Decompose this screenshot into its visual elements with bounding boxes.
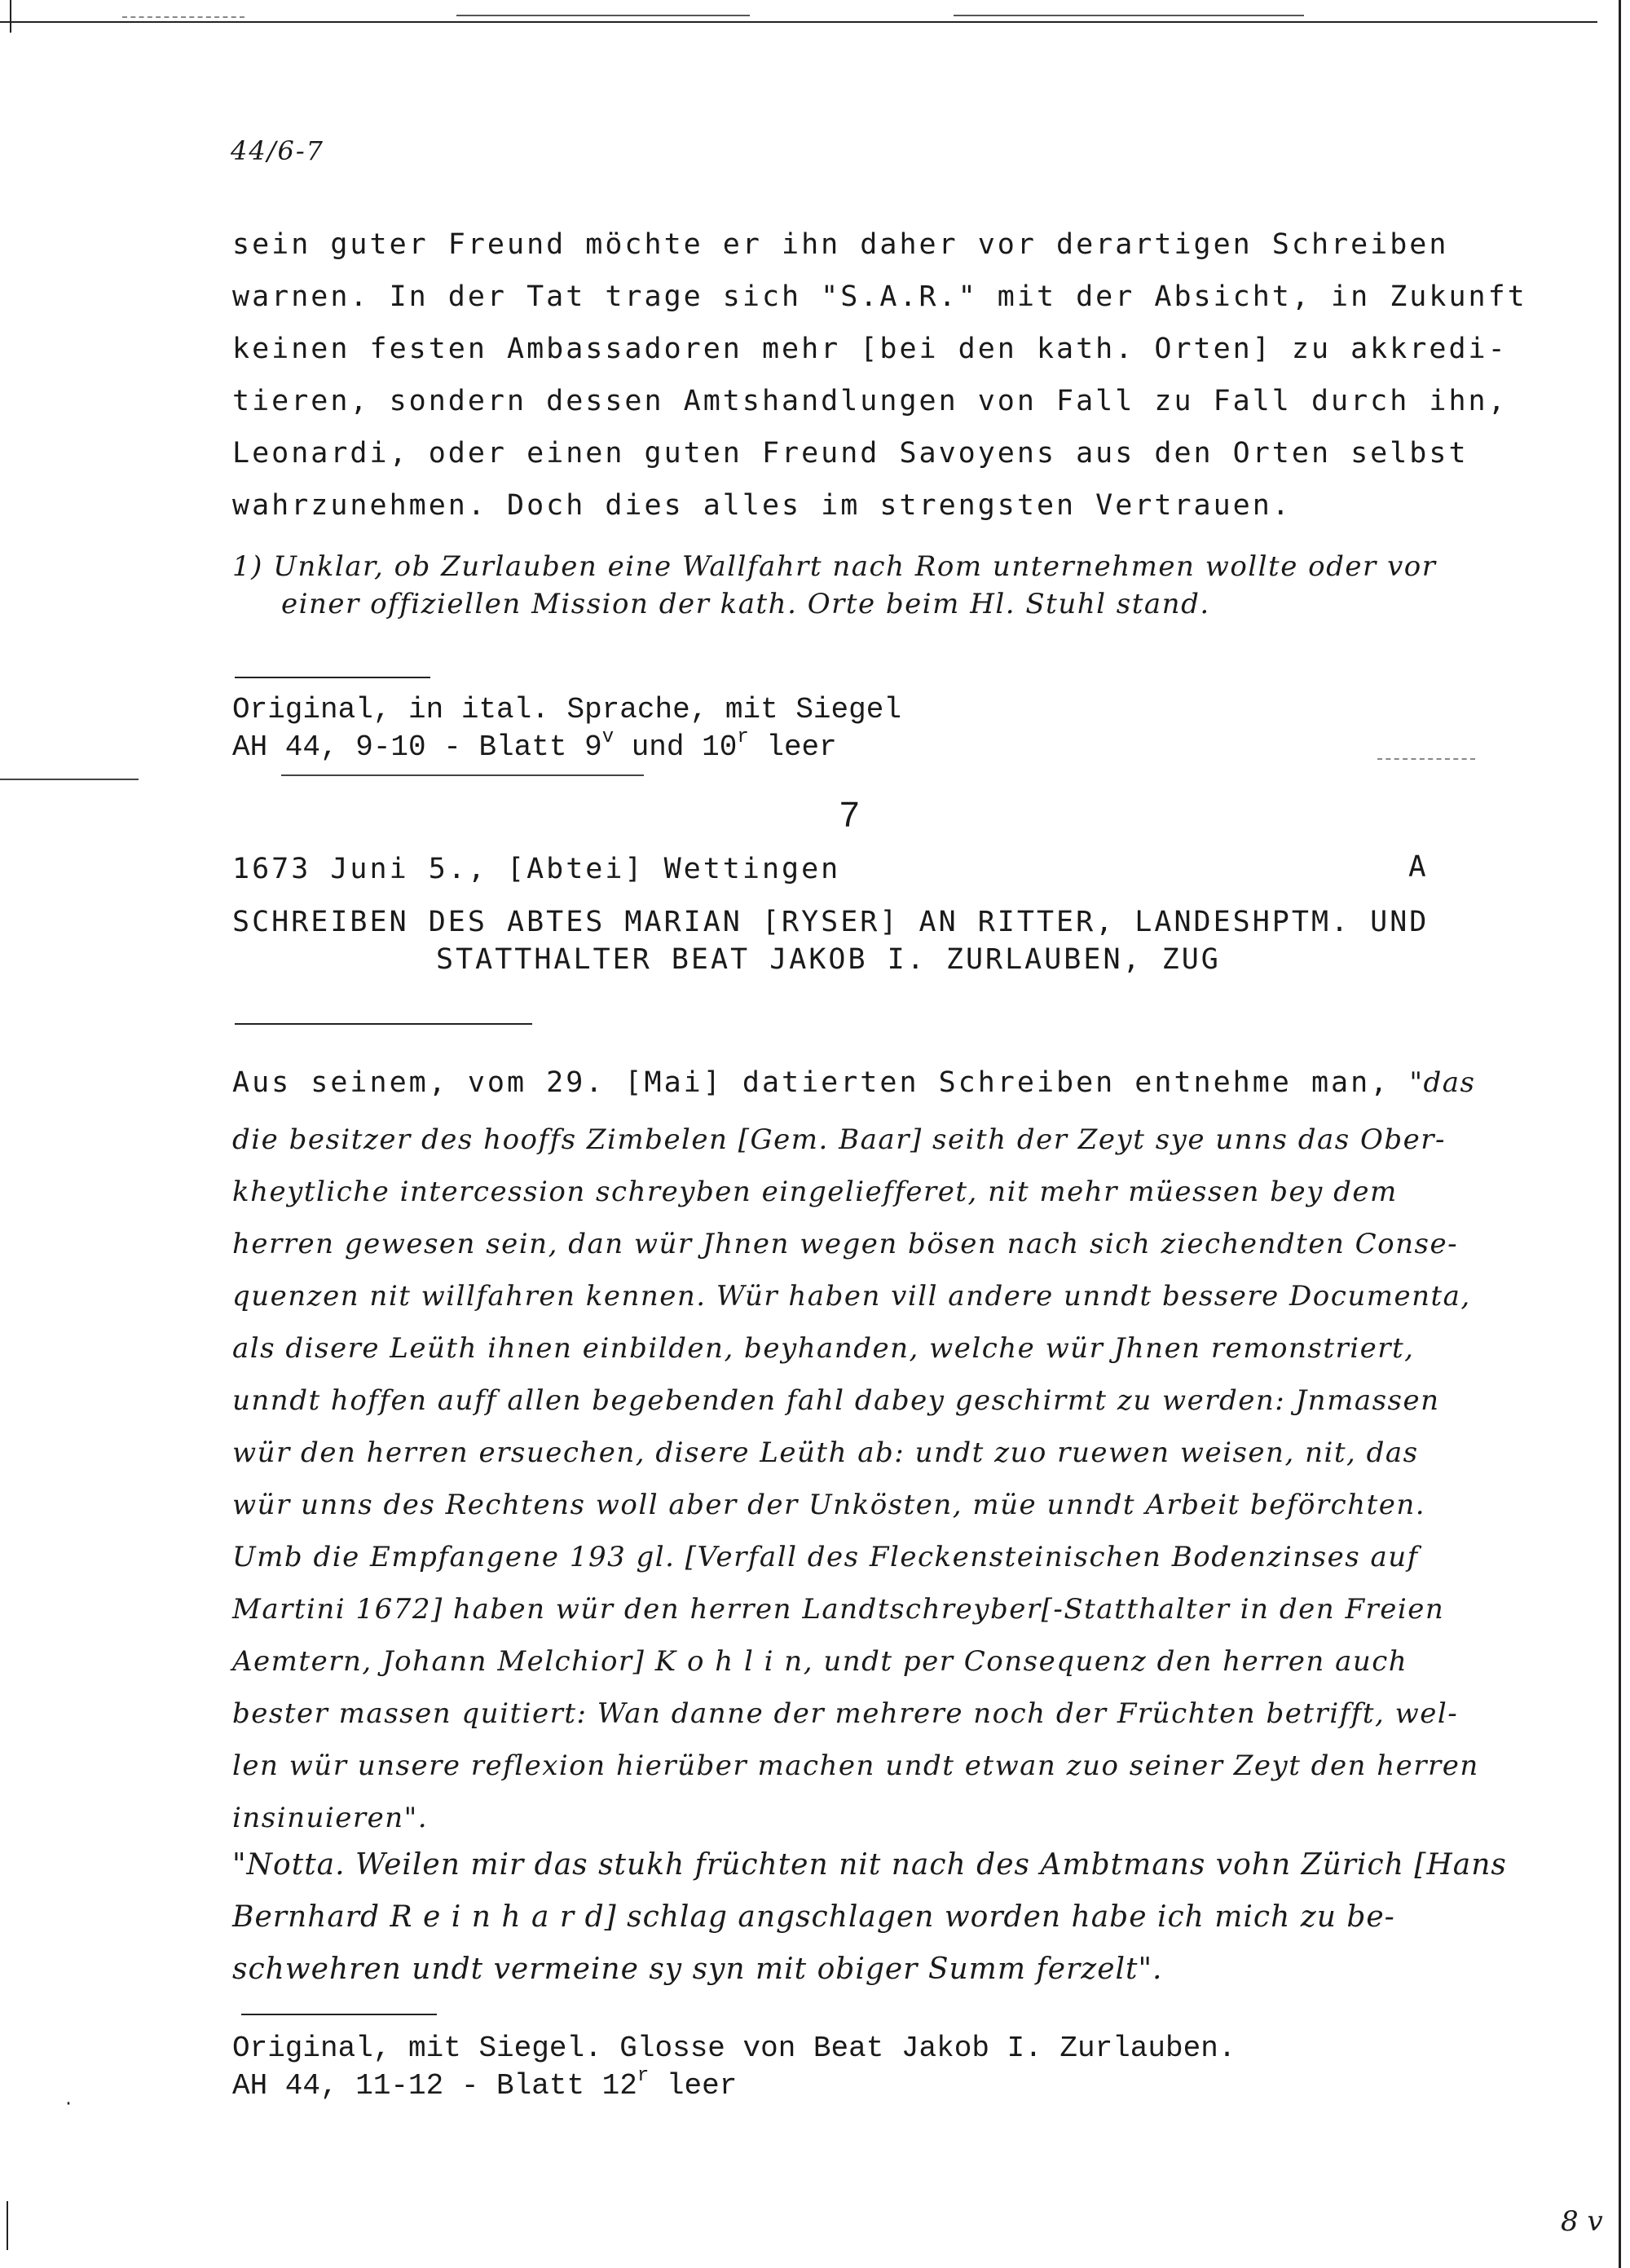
body-line: Martini 1672] haben wür den herren Landtschreyber[-Statthalter in den Freien	[232, 1593, 1445, 1626]
scan-frame-right	[1619, 0, 1621, 2268]
separator-rule	[235, 1023, 532, 1025]
dateline-text: 1673 Juni 5., [Abtei] Wettingen	[232, 853, 841, 885]
footnote	[232, 548, 1504, 623]
dateline	[232, 850, 1504, 888]
scan-frame-left	[10, 0, 11, 33]
nota-line: "Notta. Weilen mir das stukh früchten nit nach des Ambtmans vohn Zürich [Hans	[232, 1848, 1507, 1882]
scan-artifact: ·	[64, 2094, 74, 2113]
body-line: wür unns des Rechtens woll aber der Unkösten, müe unndt Arbeit beförchten.	[232, 1489, 1426, 1521]
scan-artifact	[122, 16, 244, 18]
page-corner-mark: 8 v	[1561, 2205, 1603, 2238]
body-line: wür den herren ersuechen, disere Leüth ab: undt zuo ruewen weisen, nit, das	[232, 1436, 1419, 1469]
letter-body	[232, 1057, 1504, 1844]
body-line: bester massen quitiert: Wan danne der mehrere noch der Früchten betrifft, wel-	[232, 1697, 1459, 1730]
heading-line: SCHREIBEN DES ABTES MARIAN [RYSER] AN RITTER, LANDESHPTM. UND	[232, 906, 1430, 938]
scan-frame-left-bottom	[7, 2201, 8, 2250]
source-note-1	[232, 691, 1504, 770]
source-line: Original, mit Siegel. Glosse von Beat Jakob I. Zurlauben.	[232, 2032, 1236, 2065]
text-line: wahrzunehmen. Doch dies alles im strengsten Vertrauen.	[232, 489, 1292, 522]
scan-artifact	[456, 15, 750, 16]
heading-line: STATTHALTER BEAT JAKOB I. ZURLAUBEN, ZUG	[436, 943, 1221, 976]
text-line: sein guter Freund möchte er ihn daher vor derartigen Schreiben	[232, 228, 1449, 261]
dateline-tag: A	[1408, 850, 1429, 884]
body-line: herren gewesen sein, dan wür Jhnen wegen bösen nach sich ziechendten Conse-	[232, 1228, 1459, 1260]
separator-rule	[281, 774, 644, 776]
source-note-2	[232, 2030, 1504, 2108]
page-reference: 44/6-7	[231, 135, 325, 166]
scan-artifact	[954, 15, 1304, 16]
separator-rule	[235, 677, 430, 678]
body-line: Aus seinem, vom 29. [Mai] datierten Schreiben entnehme man, "das	[232, 1066, 1476, 1099]
body-line: insinuieren".	[232, 1802, 429, 1834]
body-line: als disere Leüth ihnen einbilden, beyhanden, welche wür Jhnen remonstriert,	[232, 1332, 1415, 1365]
document-number: 7	[839, 795, 860, 835]
nota-line: Bernhard R e i n h a r d] schlag angschlagen worden habe ich mich zu be-	[232, 1900, 1395, 1934]
footnote-line: einer offiziellen Mission der kath. Orte beim Hl. Stuhl stand.	[281, 588, 1210, 620]
scan-artifact	[0, 779, 139, 780]
scan-frame-top	[0, 21, 1597, 23]
text-line: tieren, sondern dessen Amtshandlungen von Fall zu Fall durch ihn,	[232, 385, 1508, 417]
separator-rule	[241, 2014, 437, 2015]
footnote-line: 1) Unklar, ob Zurlauben eine Wallfahrt nach Rom unternehmen wollte oder vor	[232, 550, 1437, 583]
nota-gloss	[232, 1839, 1507, 1996]
nota-line: schwehren undt vermeine sy syn mit obiger Summ ferzelt".	[232, 1953, 1163, 1986]
source-line: AH 44, 9-10 - Blatt 9$^v$ und 10$^r$ leer	[232, 726, 837, 764]
source-line: AH 44, 11-12 - Blatt 12$^r$ leer	[232, 2065, 738, 2103]
continuation-paragraph	[232, 218, 1527, 532]
text-line: warnen. In der Tat trage sich "S.A.R." mit der Absicht, in Zukunft	[232, 280, 1527, 313]
source-line: Original, in ital. Sprache, mit Siegel	[232, 693, 901, 726]
body-line: Umb die Empfangene 193 gl. [Verfall des Fleckensteinischen Bodenzinses auf	[232, 1541, 1419, 1573]
body-line: die besitzer des hooffs Zimbelen [Gem. Baar] seith der Zeyt sye unns das Ober-	[232, 1123, 1447, 1156]
body-line: Aemtern, Johann Melchior] K o h l i n, undt per Consequenz den herren auch	[232, 1645, 1408, 1678]
body-line: kheytliche intercession schreyben eingeliefferet, nit mehr müessen bey dem	[232, 1176, 1398, 1208]
body-line: quenzen nit willfahren kennen. Wür haben vill andere unndt bessere Documenta,	[232, 1280, 1471, 1313]
text-line: Leonardi, oder einen guten Freund Savoyens aus den Orten selbst	[232, 437, 1469, 470]
body-line: len wür unsere reflexion hierüber machen undt etwan zuo seiner Zeyt den herren	[232, 1750, 1479, 1782]
body-line: unndt hoffen auff allen begebenden fahl dabey geschirmt zu werden: Jnmassen	[232, 1384, 1440, 1417]
document-heading	[232, 903, 1504, 978]
text-line: keinen festen Ambassadoren mehr [bei den kath. Orten] zu akkredi-	[232, 333, 1508, 365]
